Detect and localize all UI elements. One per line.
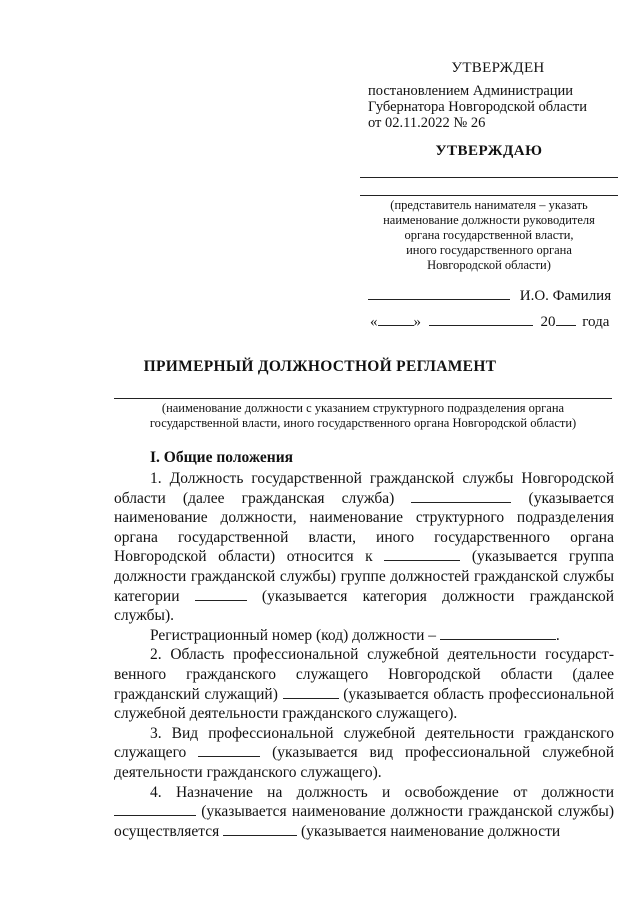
confirm-heading: УТВЕРЖДАЮ xyxy=(435,143,543,159)
signature-line-1 xyxy=(360,176,618,178)
approved-line-1: постановлением Администрации xyxy=(368,83,574,99)
signature-line-2 xyxy=(360,194,618,196)
approved-heading: УТВЕРЖДЕН xyxy=(451,60,545,76)
paragraph-text: 2. Область профессиональной служебной деятельности государст-венного гражданского служащего Новгородской области (далее гражданский служащий) xyxy=(114,646,614,703)
appointer-blank xyxy=(223,823,297,836)
date-quote-close: » xyxy=(413,314,421,330)
year-blank xyxy=(556,313,576,326)
confirm-note xyxy=(360,198,618,273)
confirm-note-line: наименование должности руководителя xyxy=(383,213,595,227)
section-heading: I. Общие положения xyxy=(150,449,294,466)
paragraph-text: (указывается вид профессиональной служебной деятельности гражданского служащего). xyxy=(114,744,614,781)
paragraph-1 xyxy=(114,469,614,626)
date-year: 20 xyxy=(540,314,556,330)
paragraph-text: (указывается группа должности гражданской службы) группе должностей гражданской службы категории xyxy=(114,548,615,605)
confirm-note-line: органа государственной власти, xyxy=(404,228,574,242)
confirm-note-line: (представитель нанимателя – указать xyxy=(390,198,588,212)
signature-name: И.О. Фамилия xyxy=(519,288,612,304)
title-note-line: государственной власти, иного государственного органа Новгородской области) xyxy=(149,416,577,430)
paragraph-4 xyxy=(114,783,614,842)
document-title: ПРИМЕРНЫЙ ДОЛЖНОСТНОЙ РЕГЛАМЕНТ xyxy=(143,358,497,375)
paragraph-text: Регистрационный номер (код) должности – xyxy=(150,626,437,644)
month-blank xyxy=(429,313,533,326)
paragraph-text: 4. Назначение на должность и освобождение от должности xyxy=(150,783,614,801)
approval-stamp xyxy=(368,60,618,131)
confirm-note-line: иного государственного органа xyxy=(406,243,572,257)
paragraph-text: . xyxy=(555,626,560,644)
date-suffix: года xyxy=(582,314,610,330)
approved-line-3: от 02.11.2022 № 26 xyxy=(368,115,486,131)
paragraph-text: (указывается категория должности гражданской службы). xyxy=(114,587,614,625)
appointment-blank xyxy=(114,803,196,816)
title-underline xyxy=(114,398,612,399)
paragraph-text: 3. Вид профессиональной служебной деятельности гражданского служащего xyxy=(114,724,614,762)
confirm-note-line: Новгородской области) xyxy=(427,258,551,272)
activity-blank xyxy=(198,744,260,757)
paragraph-text: (указывается наименование должности, наименование структурного подразделения органа государственной власти, иного государственного органа Новгородской области) относится к xyxy=(114,489,615,566)
paragraph-text: (указывается наименование должности гражданской службы) осуществляется xyxy=(114,803,614,840)
paragraph-3 xyxy=(114,724,614,783)
date-quote-open: « xyxy=(370,314,378,330)
paragraph-2 xyxy=(114,645,614,723)
paragraph-text: (указывается наименование должности xyxy=(301,822,561,840)
area-blank xyxy=(283,686,339,699)
signature-blank xyxy=(368,287,510,300)
day-blank xyxy=(378,313,414,326)
position-blank xyxy=(411,490,511,503)
reg-number-blank xyxy=(440,627,556,640)
date-row xyxy=(368,313,618,331)
paragraph-text: (указывается область профессиональной служебной деятельности гражданского служащего). xyxy=(114,685,615,723)
signature-row xyxy=(368,287,618,305)
category-blank xyxy=(195,588,247,601)
approved-line-2: Губернатора Новгородской области xyxy=(368,99,588,115)
title-note-line: (наименование должности с указанием структурного подразделения органа xyxy=(161,401,565,415)
paragraph-reg-number xyxy=(114,626,614,646)
group-blank xyxy=(384,548,460,561)
title-note xyxy=(114,401,612,431)
confirm-block xyxy=(360,143,618,273)
paragraph-text: 1. Должность государственной гражданской службы Новгородской области (далее гражданская служба) xyxy=(114,470,614,507)
document-body xyxy=(114,469,614,841)
